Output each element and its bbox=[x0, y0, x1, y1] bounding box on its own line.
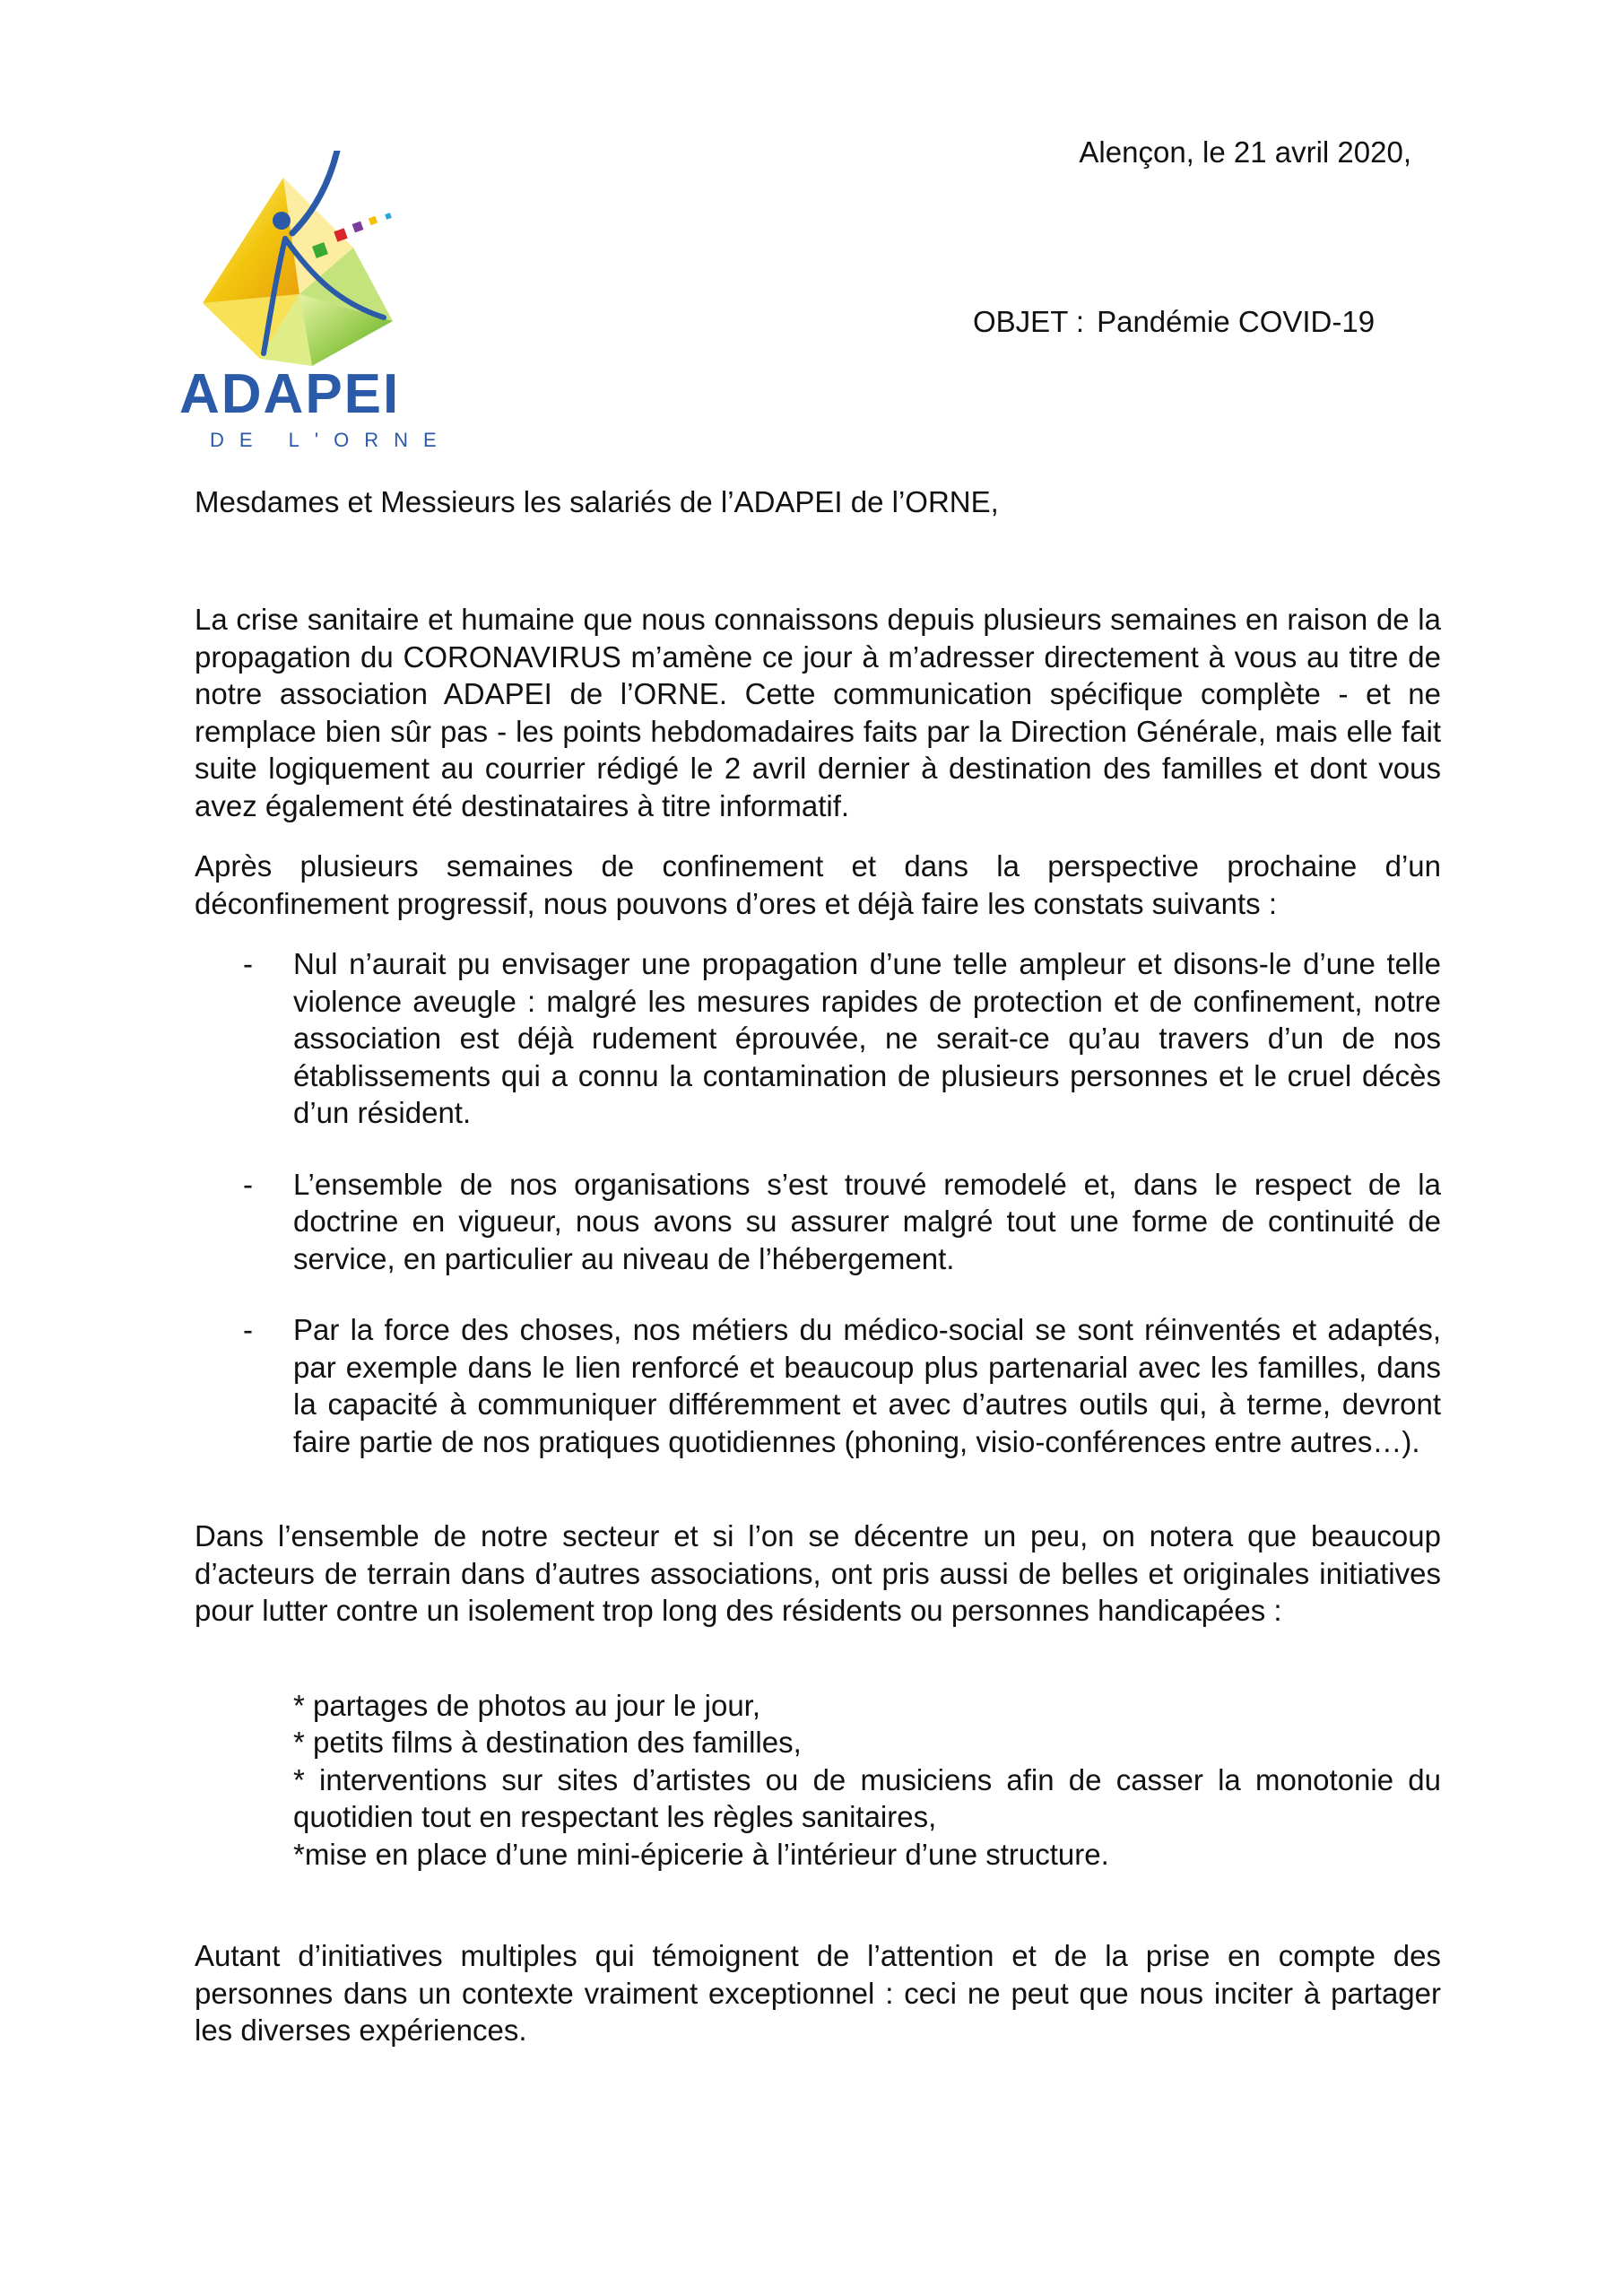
letter-date: Alençon, le 21 avril 2020, bbox=[1079, 135, 1411, 169]
list-item bbox=[195, 1166, 1441, 1278]
list-item-text: L’ensemble de nos organisations s’est trouvé remodelé et, dans le respect de la doctrine en vigueur, nous avons su assurer malgré tout une forme de continuité de service, en particulier au niveau de l’hébergement. bbox=[293, 1167, 1441, 1275]
salutation: Mesdames et Messieurs les salariés de l’ADAPEI de l’ORNE, bbox=[195, 485, 999, 518]
subject-value: Pandémie COVID-19 bbox=[1097, 305, 1376, 338]
adapei-logo-graphic bbox=[178, 151, 482, 456]
list-marker: - bbox=[243, 1313, 253, 1346]
list-marker: - bbox=[243, 947, 253, 980]
list-item: *mise en place d’une mini-épicerie à l’intérieur d’une structure. bbox=[293, 1837, 1109, 1871]
paragraph-intro: La crise sanitaire et humaine que nous connaissons depuis plusieurs semaines en raison de la propagation du CORONAVIRUS m’amène ce jour à m’adresser directement à vous au titre de notre association ADAPEI de l’ORNE. Cette communication spécifique complète - et ne remplace bien sûr pas - les points hebdomadaires faits par la Direction Générale, mais elle fait suite logiquement au courrier rédigé le 2 avril dernier à destination des familles et dont vous avez également été destinataires à titre informatif. bbox=[195, 603, 1441, 822]
constats-list bbox=[195, 945, 1441, 1460]
paragraph-conclusion: Autant d’initiatives multiples qui témoignent de l’attention et de la prise en compte des personnes dans un contexte vraiment exceptionnel : ceci ne peut que nous inciter à partager les diverses expériences. bbox=[195, 1939, 1441, 2047]
list-item: * partages de photos au jour le jour, bbox=[293, 1688, 761, 1722]
list-item bbox=[195, 945, 1441, 1132]
list-item-text: Par la force des choses, nos métiers du médico-social se sont réinventés et adaptés, par exemple dans le lien renforcé et beaucoup plus partenarial avec les familles, dans la capacité à communiquer différemment et avec d’autres outils qui, à terme, devront faire partie de nos pratiques quotidiennes (phoning, visio-conférences entre autres…). bbox=[293, 1313, 1441, 1458]
letter-subject bbox=[973, 304, 1375, 340]
logo-wordmark: ADAPEI bbox=[179, 363, 401, 425]
list-item-text: Nul n’aurait pu envisager une propagation d’une telle ampleur et disons-le d’une telle violence aveugle : malgré les mesures rapides de protection et de confinement, notre association est déjà rudement éprouvée, ne serait-ce qu’au travers d’un de nos établissements qui a connu la contamination de plusieurs personnes et le cruel décès d’un résident. bbox=[293, 947, 1441, 1129]
logo-subtitle: DE L'ORNE bbox=[210, 429, 452, 451]
list-item bbox=[195, 1311, 1441, 1460]
initiatives-list bbox=[195, 1687, 1441, 1874]
paragraph-secteur: Dans l’ensemble de notre secteur et si l’on se décentre un peu, on notera que beaucoup d’acteurs de terrain dans d’autres associations, ont pris aussi de belles et originales initiatives pour lutter contre un isolement trop long des résidents ou personnes handicapées : bbox=[195, 1519, 1441, 1627]
list-item: * interventions sur sites d’artistes ou de musiciens afin de casser la monotonie du quotidien tout en respectant les règles sanitaires, bbox=[293, 1762, 1441, 1833]
paragraph-constats-intro: Après plusieurs semaines de confinement et dans la perspective prochaine d’un déconfinement progressif, nous pouvons d’ores et déjà faire les constats suivants : bbox=[195, 849, 1441, 920]
adapei-logo bbox=[178, 151, 482, 456]
list-item: * petits films à destination des familles, bbox=[293, 1726, 802, 1759]
letter-body bbox=[195, 601, 1441, 2049]
list-marker: - bbox=[243, 1167, 253, 1201]
subject-label: OBJET : bbox=[973, 305, 1085, 338]
